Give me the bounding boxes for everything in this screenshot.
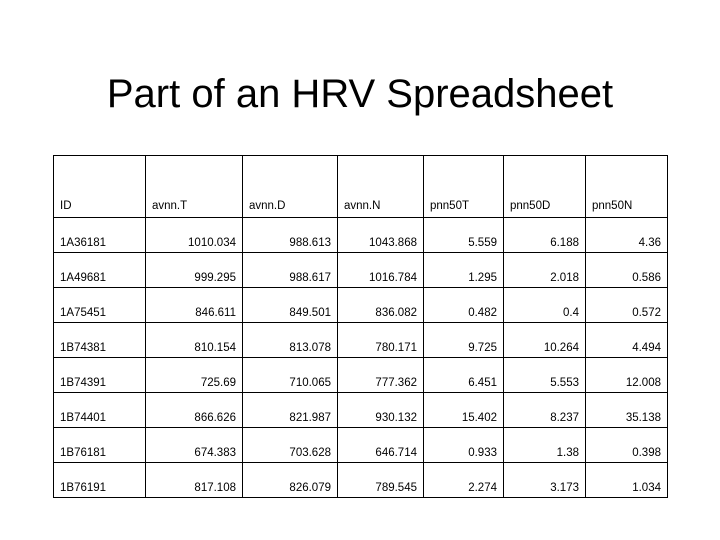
value-cell: 725.69 bbox=[146, 358, 243, 393]
value-cell: 1.034 bbox=[586, 463, 668, 498]
value-cell: 5.553 bbox=[504, 358, 586, 393]
value-cell: 988.617 bbox=[243, 253, 338, 288]
table-row bbox=[54, 393, 668, 428]
value-cell: 780.171 bbox=[338, 323, 424, 358]
value-cell: 777.362 bbox=[338, 358, 424, 393]
value-cell: 4.36 bbox=[586, 218, 668, 253]
value-cell: 5.559 bbox=[424, 218, 504, 253]
id-cell: 1B76181 bbox=[54, 428, 146, 463]
table-row bbox=[54, 218, 668, 253]
value-cell: 2.274 bbox=[424, 463, 504, 498]
value-cell: 1016.784 bbox=[338, 253, 424, 288]
value-cell: 866.626 bbox=[146, 393, 243, 428]
value-cell: 12.008 bbox=[586, 358, 668, 393]
value-cell: 703.628 bbox=[243, 428, 338, 463]
table-row bbox=[54, 358, 668, 393]
value-cell: 6.451 bbox=[424, 358, 504, 393]
value-cell: 4.494 bbox=[586, 323, 668, 358]
id-cell: 1B74381 bbox=[54, 323, 146, 358]
value-cell: 710.065 bbox=[243, 358, 338, 393]
id-cell: 1B74391 bbox=[54, 358, 146, 393]
id-cell: 1A36181 bbox=[54, 218, 146, 253]
table-header-row bbox=[54, 156, 668, 218]
value-cell: 0.482 bbox=[424, 288, 504, 323]
value-cell: 849.501 bbox=[243, 288, 338, 323]
value-cell: 646.714 bbox=[338, 428, 424, 463]
value-cell: 1.38 bbox=[504, 428, 586, 463]
value-cell: 930.132 bbox=[338, 393, 424, 428]
id-cell: 1B74401 bbox=[54, 393, 146, 428]
value-cell: 0.398 bbox=[586, 428, 668, 463]
column-header: avnn.T bbox=[146, 156, 243, 218]
value-cell: 821.987 bbox=[243, 393, 338, 428]
value-cell: 826.079 bbox=[243, 463, 338, 498]
id-cell: 1A75451 bbox=[54, 288, 146, 323]
value-cell: 8.237 bbox=[504, 393, 586, 428]
value-cell: 817.108 bbox=[146, 463, 243, 498]
value-cell: 35.138 bbox=[586, 393, 668, 428]
table-row bbox=[54, 253, 668, 288]
value-cell: 6.188 bbox=[504, 218, 586, 253]
column-header: avnn.N bbox=[338, 156, 424, 218]
value-cell: 9.725 bbox=[424, 323, 504, 358]
column-header: avnn.D bbox=[243, 156, 338, 218]
value-cell: 0.933 bbox=[424, 428, 504, 463]
table-row bbox=[54, 428, 668, 463]
value-cell: 0.586 bbox=[586, 253, 668, 288]
value-cell: 999.295 bbox=[146, 253, 243, 288]
column-header: pnn50D bbox=[504, 156, 586, 218]
table-row bbox=[54, 323, 668, 358]
id-cell: 1A49681 bbox=[54, 253, 146, 288]
value-cell: 15.402 bbox=[424, 393, 504, 428]
table-row bbox=[54, 463, 668, 498]
value-cell: 836.082 bbox=[338, 288, 424, 323]
value-cell: 0.572 bbox=[586, 288, 668, 323]
value-cell: 3.173 bbox=[504, 463, 586, 498]
value-cell: 988.613 bbox=[243, 218, 338, 253]
value-cell: 2.018 bbox=[504, 253, 586, 288]
hrv-spreadsheet-table bbox=[53, 155, 668, 498]
id-cell: 1B76191 bbox=[54, 463, 146, 498]
value-cell: 0.4 bbox=[504, 288, 586, 323]
value-cell: 1043.868 bbox=[338, 218, 424, 253]
table-row bbox=[54, 288, 668, 323]
value-cell: 674.383 bbox=[146, 428, 243, 463]
value-cell: 846.611 bbox=[146, 288, 243, 323]
table-body bbox=[54, 218, 668, 498]
value-cell: 789.545 bbox=[338, 463, 424, 498]
column-header: pnn50T bbox=[424, 156, 504, 218]
value-cell: 10.264 bbox=[504, 323, 586, 358]
column-header: ID bbox=[54, 156, 146, 218]
value-cell: 1.295 bbox=[424, 253, 504, 288]
value-cell: 810.154 bbox=[146, 323, 243, 358]
value-cell: 813.078 bbox=[243, 323, 338, 358]
value-cell: 1010.034 bbox=[146, 218, 243, 253]
column-header: pnn50N bbox=[586, 156, 668, 218]
slide-title: Part of an HRV Spreadsheet bbox=[106, 72, 614, 116]
